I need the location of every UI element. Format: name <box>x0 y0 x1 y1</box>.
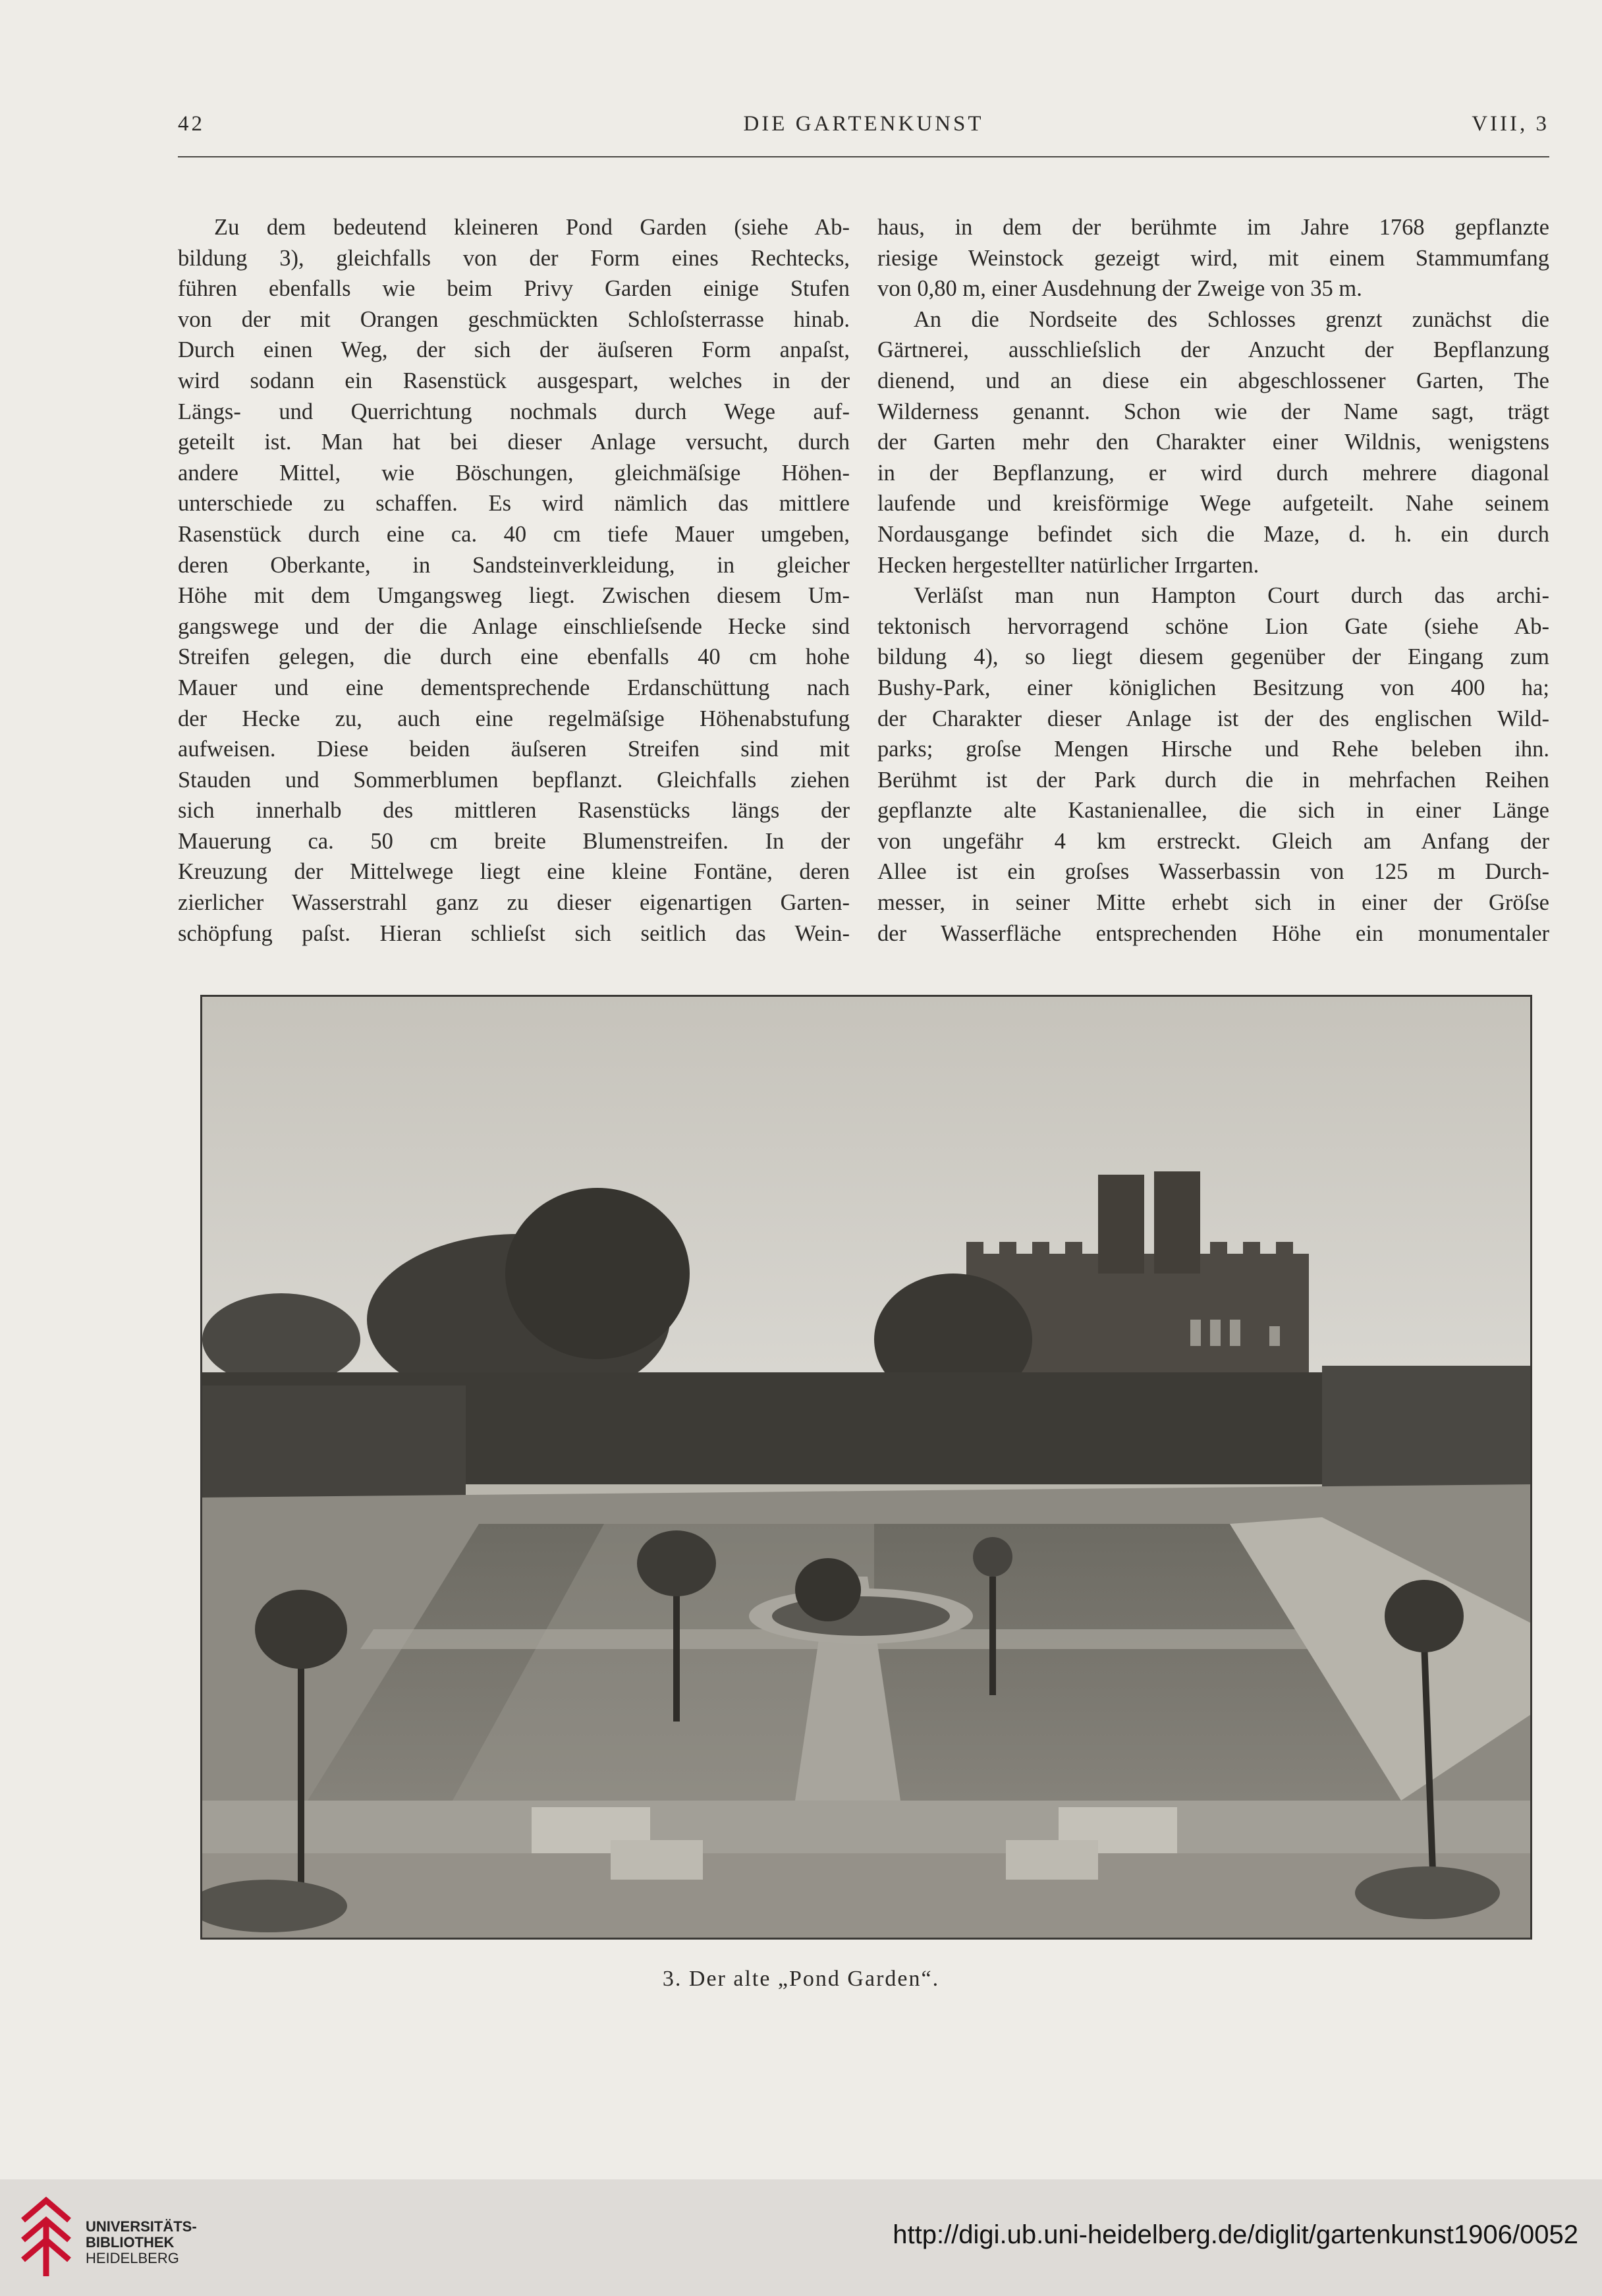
text-line: bildung 4), so liegt diesem gegenüber der Eingang zum <box>877 644 1549 670</box>
library-logo[interactable] <box>16 2194 214 2280</box>
text-line: führen ebenfalls wie beim Privy Garden einige Stufen <box>178 276 850 302</box>
text-line: Kreuzung der Mittelwege liegt eine kleine Fontäne, deren <box>178 859 850 885</box>
text-line: Streifen gelegen, die durch eine ebenfalls 40 cm hohe <box>178 644 850 670</box>
library-name-line3: HEIDELBERG <box>86 2250 179 2266</box>
journal-title: DIE GARTENKUNST <box>743 112 984 136</box>
text-line: Nordausgange befindet sich die Maze, d. h. ein durch <box>877 521 1549 547</box>
text-line: messer, in seiner Mitte erhebt sich in einer der Gröſse <box>877 890 1549 916</box>
text-line: An die Nordseite des Schlosses grenzt zunächst die <box>914 306 1549 332</box>
text-line: schöpfung paſst. Hieran schlieſst sich seitlich das Wein- <box>178 920 850 946</box>
text-line: Rasenstück durch eine ca. 40 cm tiefe Mauer umgeben, <box>178 521 850 547</box>
text-line: Zu dem bedeutend kleineren Pond Garden (siehe Ab- <box>214 215 850 240</box>
permalink-url[interactable]: http://digi.ub.uni-heidelberg.de/diglit/gartenkunst1906/0052 <box>893 2220 1578 2249</box>
text-line: Stauden und Sommerblumen bepflanzt. Gleichfalls ziehen <box>178 767 850 793</box>
text-line: riesige Weinstock gezeigt wird, mit einem Stammumfang <box>877 245 1549 271</box>
text-line: deren Oberkante, in Sandsteinverkleidung, in gleicher <box>178 552 850 578</box>
header-rule <box>178 156 1549 157</box>
text-line: laufende und kreisförmige Wege aufgeteilt. Nahe seinem <box>877 491 1549 517</box>
library-name-line1: UNIVERSITÄTS- <box>86 2218 197 2235</box>
text-line: unterschiede zu schaffen. Es wird nämlich das mittlere <box>178 491 850 517</box>
text-line: der Garten mehr den Charakter einer Wildnis, wenigstens <box>877 430 1549 455</box>
text-line: gepflanzte alte Kastanienallee, die sich in einer Länge <box>877 798 1549 824</box>
text-line: Verläſst man nun Hampton Court durch das archi- <box>914 583 1549 609</box>
text-line: Wilderness genannt. Schon wie der Name sagt, trägt <box>877 399 1549 424</box>
text-line: Hecken hergestellter natürlicher Irrgarten. <box>877 552 1259 578</box>
text-line: von 0,80 m, einer Ausdehnung der Zweige von 35 m. <box>877 276 1362 302</box>
text-line: von der mit Orangen geschmückten Schloſsterrasse hinab. <box>178 306 850 332</box>
text-line: der Hecke zu, auch eine regelmäſsige Höhenabstufung <box>178 706 850 731</box>
text-line: Berühmt ist der Park durch die in mehrfachen Reihen <box>877 767 1549 793</box>
text-line: zierlicher Wasserstrahl ganz zu dieser eigenartigen Garten- <box>178 890 850 916</box>
running-head <box>178 112 1549 152</box>
pond-garden-photograph <box>200 995 1532 1940</box>
text-line: gangswege und der die Anlage einschlieſsende Hecke sind <box>178 613 850 639</box>
text-line: Längs- und Querrichtung nochmals durch Wege auf- <box>178 399 850 424</box>
text-line: Mauerung ca. 50 cm breite Blumenstreifen. In der <box>178 828 850 854</box>
text-line: Gärtnerei, ausschlieſslich der Anzucht der Bepflanzung <box>877 337 1549 363</box>
text-line: tektonisch hervorragend schöne Lion Gate (siehe Ab- <box>877 613 1549 639</box>
text-line: Allee ist ein groſses Wasserbassin von 125 m Durch- <box>877 859 1549 885</box>
text-line: geteilt ist. Man hat bei dieser Anlage versucht, durch <box>178 430 850 455</box>
text-line: von ungefähr 4 km erstreckt. Gleich am Anfang der <box>877 828 1549 854</box>
text-line: in der Bepflanzung, er wird durch mehrere diagonal <box>877 460 1549 486</box>
text-line: bildung 3), gleichfalls von der Form eines Rechtecks, <box>178 245 850 271</box>
library-name <box>86 2219 197 2266</box>
left-text-column <box>178 212 850 949</box>
text-line: Durch einen Weg, der sich der äuſseren Form anpaſst, <box>178 337 850 363</box>
footer-bar <box>0 2179 1602 2296</box>
right-text-column <box>877 212 1549 949</box>
text-line: sich innerhalb des mittleren Rasenstücks längs der <box>178 798 850 824</box>
text-line: Bushy-Park, einer königlichen Besitzung von 400 ha; <box>877 675 1549 700</box>
figure-caption: 3. Der alte „Pond Garden“. <box>662 1967 940 1991</box>
text-line: der Wasserfläche entsprechenden Höhe ein monumentaler <box>877 920 1549 946</box>
text-line: Mauer und eine dementsprechende Erdanschüttung nach <box>178 675 850 700</box>
text-line: andere Mittel, wie Böschungen, gleichmäſsige Höhen- <box>178 460 850 486</box>
text-line: wird sodann ein Rasenstück ausgespart, welches in der <box>178 368 850 393</box>
text-line: parks; groſse Mengen Hirsche und Rehe beleben ihn. <box>877 737 1549 762</box>
page-number: 42 <box>178 112 205 136</box>
text-line: der Charakter dieser Anlage ist der des englischen Wild- <box>877 706 1549 731</box>
text-line: Höhe mit dem Umgangsweg liegt. Zwischen diesem Um- <box>178 583 850 609</box>
garden-photo-illustration <box>202 997 1530 1938</box>
library-emblem-icon <box>16 2194 79 2280</box>
text-line: haus, in dem der berühmte im Jahre 1768 gepflanzte <box>877 215 1549 240</box>
text-line: dienend, und an diese ein abgeschlossener Garten, The <box>877 368 1549 393</box>
volume-issue: VIII, 3 <box>1472 112 1549 136</box>
text-line: aufweisen. Diese beiden äuſseren Streifen sind mit <box>178 737 850 762</box>
library-name-line2: BIBLIOTHEK <box>86 2234 175 2251</box>
